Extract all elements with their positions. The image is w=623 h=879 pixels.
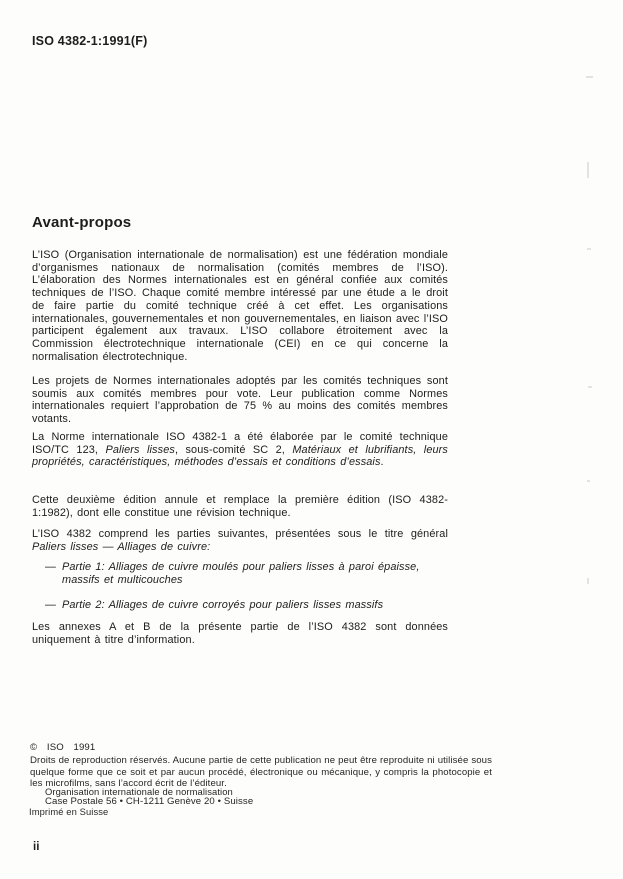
paragraph-segment: , sous-comité SC 2,	[174, 443, 293, 456]
foreword-paragraph-3	[32, 431, 448, 469]
scan-artifact	[587, 578, 589, 584]
printed-in-line: Imprimé en Suisse	[29, 806, 109, 817]
document-reference: ISO 4382-1:1991(F)	[32, 34, 148, 48]
scan-artifact	[588, 386, 592, 388]
list-dash: —	[45, 561, 57, 573]
list-item-part-1	[45, 561, 437, 586]
foreword-title: Avant-propos	[32, 214, 132, 231]
list-item-text: Partie 2: Alliages de cuivre corroyés pour paliers lisses massifs	[62, 599, 384, 611]
foreword-paragraph-2: Les projets de Normes internationales adoptés par les comités techniques sont soumis aux comités membres pour vote. Leur publication comme Normes internationales requiert l’approbation de 75 % au moins des comités membres votants.	[32, 375, 448, 426]
paragraph-segment: La Norme internationale ISO 4382-1 a été élaborée par le comité technique ISO/TC 123,	[32, 431, 448, 456]
scan-artifact	[587, 248, 591, 250]
paragraph-segment-italic: Paliers lisses	[105, 443, 175, 456]
list-dash: —	[45, 599, 57, 611]
scan-artifact	[587, 480, 590, 482]
foreword-paragraph-6: Les annexes A et B de la présente partie de l’ISO 4382 sont données uniquement à titre d’information.	[32, 621, 448, 646]
publisher-name: Organisation internationale de normalisation	[45, 786, 233, 797]
publisher-address: Case Postale 56 • CH-1211 Genève 20 • Suisse	[45, 796, 254, 807]
foreword-paragraph-4: Cette deuxième édition annule et remplace la première édition (ISO 4382-1:1982), dont elle constitue une révision technique.	[32, 494, 448, 519]
scan-artifact	[586, 76, 593, 78]
copyright-notice: © ISO 1991	[30, 742, 96, 753]
paragraph-segment-italic: Paliers lisses — Alliages de cuivre:	[32, 540, 211, 553]
scan-artifact	[587, 162, 589, 178]
foreword-paragraph-1: L’ISO (Organisation internationale de normalisation) est une fédération mondiale d’organismes nationaux de normalisation (comités membres de l’ISO). L’élaboration des Normes internationales est en général confiée aux comités techniques de l’ISO. Chaque comité membre intéressé par une étude a le droit de faire partie du comité technique créé à cet effet. Les organisations internationales, gouvernementales et non gouvernementales, en liaison avec l’ISO participent également aux travaux. L’ISO collabore étroitement avec la Commission électrotechnique internationale (CEI) en ce qui concerne la normalisation électrotechnique.	[32, 249, 448, 363]
list-item-text: Partie 1: Alliages de cuivre moulés pour paliers lisses à paroi épaisse, massifs et multicouches	[62, 561, 420, 586]
reproduction-rights-text: Droits de reproduction réservés. Aucune partie de cette publication ne peut être reproduite ni utilisée sous quelque forme que ce soit et par aucun procédé, électronique ou mécanique, y compris la photocopie et les microfilms, sans l’accord écrit de l’éditeur.	[30, 755, 492, 790]
paragraph-segment: L’ISO 4382 comprend les parties suivantes, présentées sous le titre général	[32, 528, 448, 540]
page-number: ii	[33, 841, 40, 853]
paragraph-segment: .	[380, 456, 384, 469]
foreword-paragraph-5	[32, 528, 448, 553]
list-item-part-2	[45, 599, 437, 612]
paragraph-segment-italic: Matériaux et lubrifiants, leurs propriétés, caractéristiques, méthodes d’essais et conditions d’essais	[32, 443, 448, 469]
